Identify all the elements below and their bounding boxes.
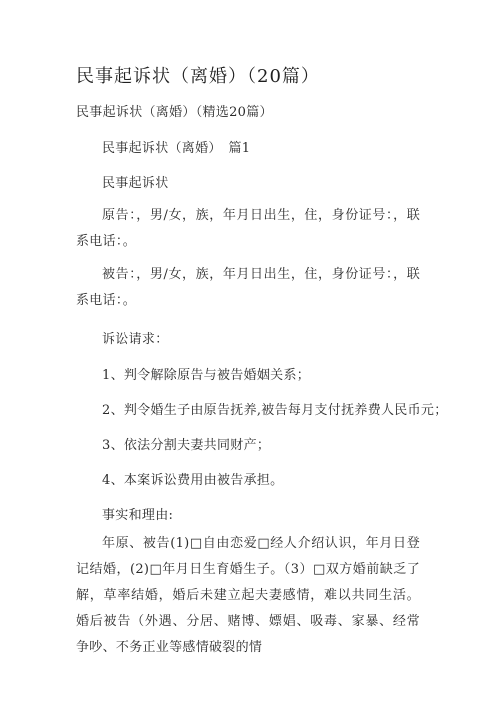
claim-item-3: 3、依法分割夫妻共同财产；: [102, 438, 271, 453]
document-title: 民事起诉状（离婚）（20篇）: [76, 66, 320, 87]
doc-type-label: 民事起诉状: [102, 176, 169, 191]
facts-paragraph: 年原、被告(1)□自由恋爱□经人介绍认识，年月日登记结婚，(2)□年月日生育婚生子。（3）□双方婚前缺乏了解，草率结婚，婚后未建立起夫妻感情，难以共同生活。婚后被告（外遇、分居、赌博、嫖娼、吸毒、家暴、经常争吵、不务正业等感情破裂的情: [76, 536, 420, 655]
claim-item-1: 1、判令解除原告与被告婚姻关系；: [102, 368, 311, 383]
claims-heading: 诉讼请求：: [102, 332, 169, 347]
plaintiff-paragraph: 原告：，男/女，族，年月日出生，住，身份证号：，联系电话：。: [76, 208, 420, 249]
claim-item-4: 4、本案诉讼费用由被告承担。: [102, 473, 284, 488]
claim-item-2: 2、判令婚生子由原告抚养,被告每月支付抚养费人民币元；: [102, 403, 448, 418]
facts-heading: 事实和理由:: [102, 508, 174, 523]
defendant-paragraph: 被告：，男/女，族，年月日出生，住，身份证号：，联系电话：。: [76, 267, 420, 308]
section-heading: 民事起诉状（离婚） 篇1: [102, 141, 251, 156]
document-subtitle: 民事起诉状（离婚）（精选20篇）: [76, 105, 273, 120]
